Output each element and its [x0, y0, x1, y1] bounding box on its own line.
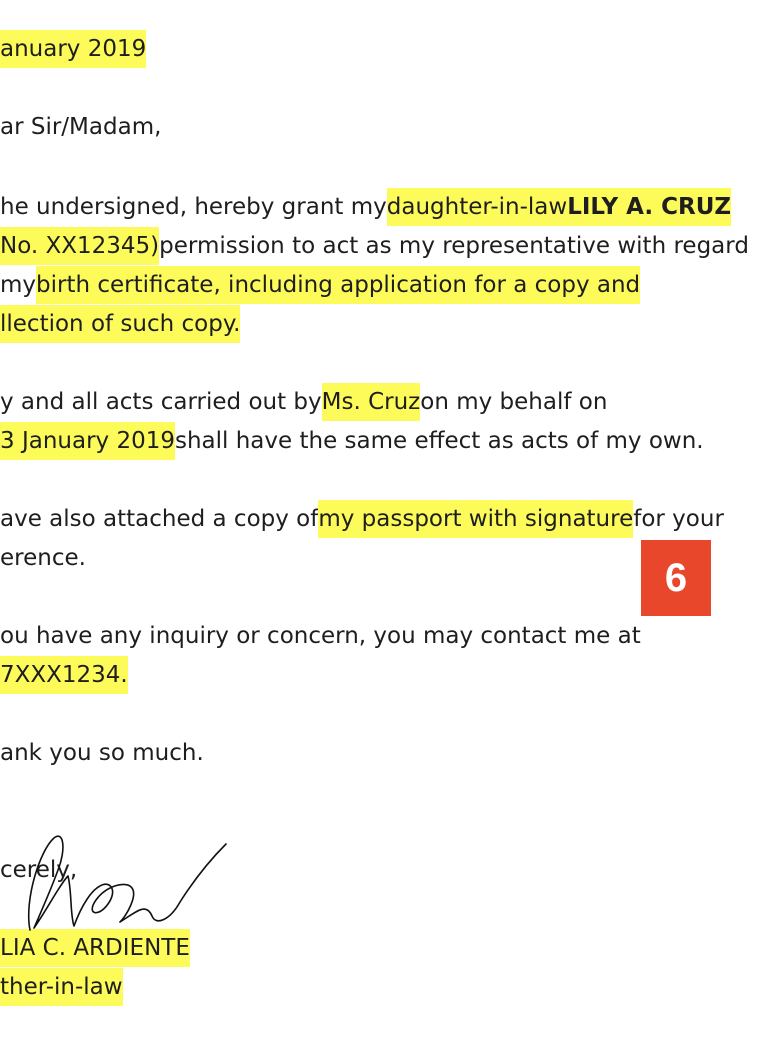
page-number-badge: 6 — [641, 540, 711, 616]
paragraph-3-line-1: ave also attached a copy ofmy passport with signaturefor your — [0, 500, 724, 538]
thanks-line: ank you so much. — [0, 740, 204, 766]
paragraph-2-line-2: 3 January 2019shall have the same effect as acts of my own. — [0, 422, 704, 460]
document-purpose: birth certificate, including application for a copy and — [36, 266, 640, 304]
paragraph-4-line-1: ou have any inquiry or concern, you may contact me at — [0, 623, 641, 649]
attachment-highlight: my passport with signature — [318, 500, 633, 538]
signature-icon — [0, 830, 240, 940]
relation-highlight: daughter-in-law — [387, 188, 567, 226]
paragraph-4-line-2 — [0, 656, 128, 694]
signer-name: LIA C. ARDIENTE — [0, 929, 190, 967]
paragraph-1-line-2: No. XX12345)permission to act as my representative with regard — [0, 227, 749, 265]
closing-line: cerely, — [0, 857, 78, 883]
id-number: No. XX12345) — [0, 227, 159, 265]
contact-number: 7XXX1234. — [0, 656, 128, 694]
letter-date: anuary 2019 — [0, 30, 146, 68]
paragraph-3-line-2: erence. — [0, 545, 86, 571]
paragraph-2-line-1: y and all acts carried out byMs. Cruzon my behalf on — [0, 383, 607, 421]
representative-name: LILY A. CRUZ — [567, 188, 731, 226]
signer-relation: ther-in-law — [0, 968, 123, 1006]
paragraph-1-line-3: mybirth certificate, including application for a copy and — [0, 266, 640, 304]
paragraph-1-line-1: he undersigned, hereby grant mydaughter-in-lawLILY A. CRUZ — [0, 188, 731, 226]
authorization-date: 3 January 2019 — [0, 422, 175, 460]
representative-short-name: Ms. Cruz — [322, 383, 421, 421]
paragraph-1-line-4: llection of such copy. — [0, 305, 240, 343]
letter-salutation: ar Sir/Madam, — [0, 114, 162, 140]
